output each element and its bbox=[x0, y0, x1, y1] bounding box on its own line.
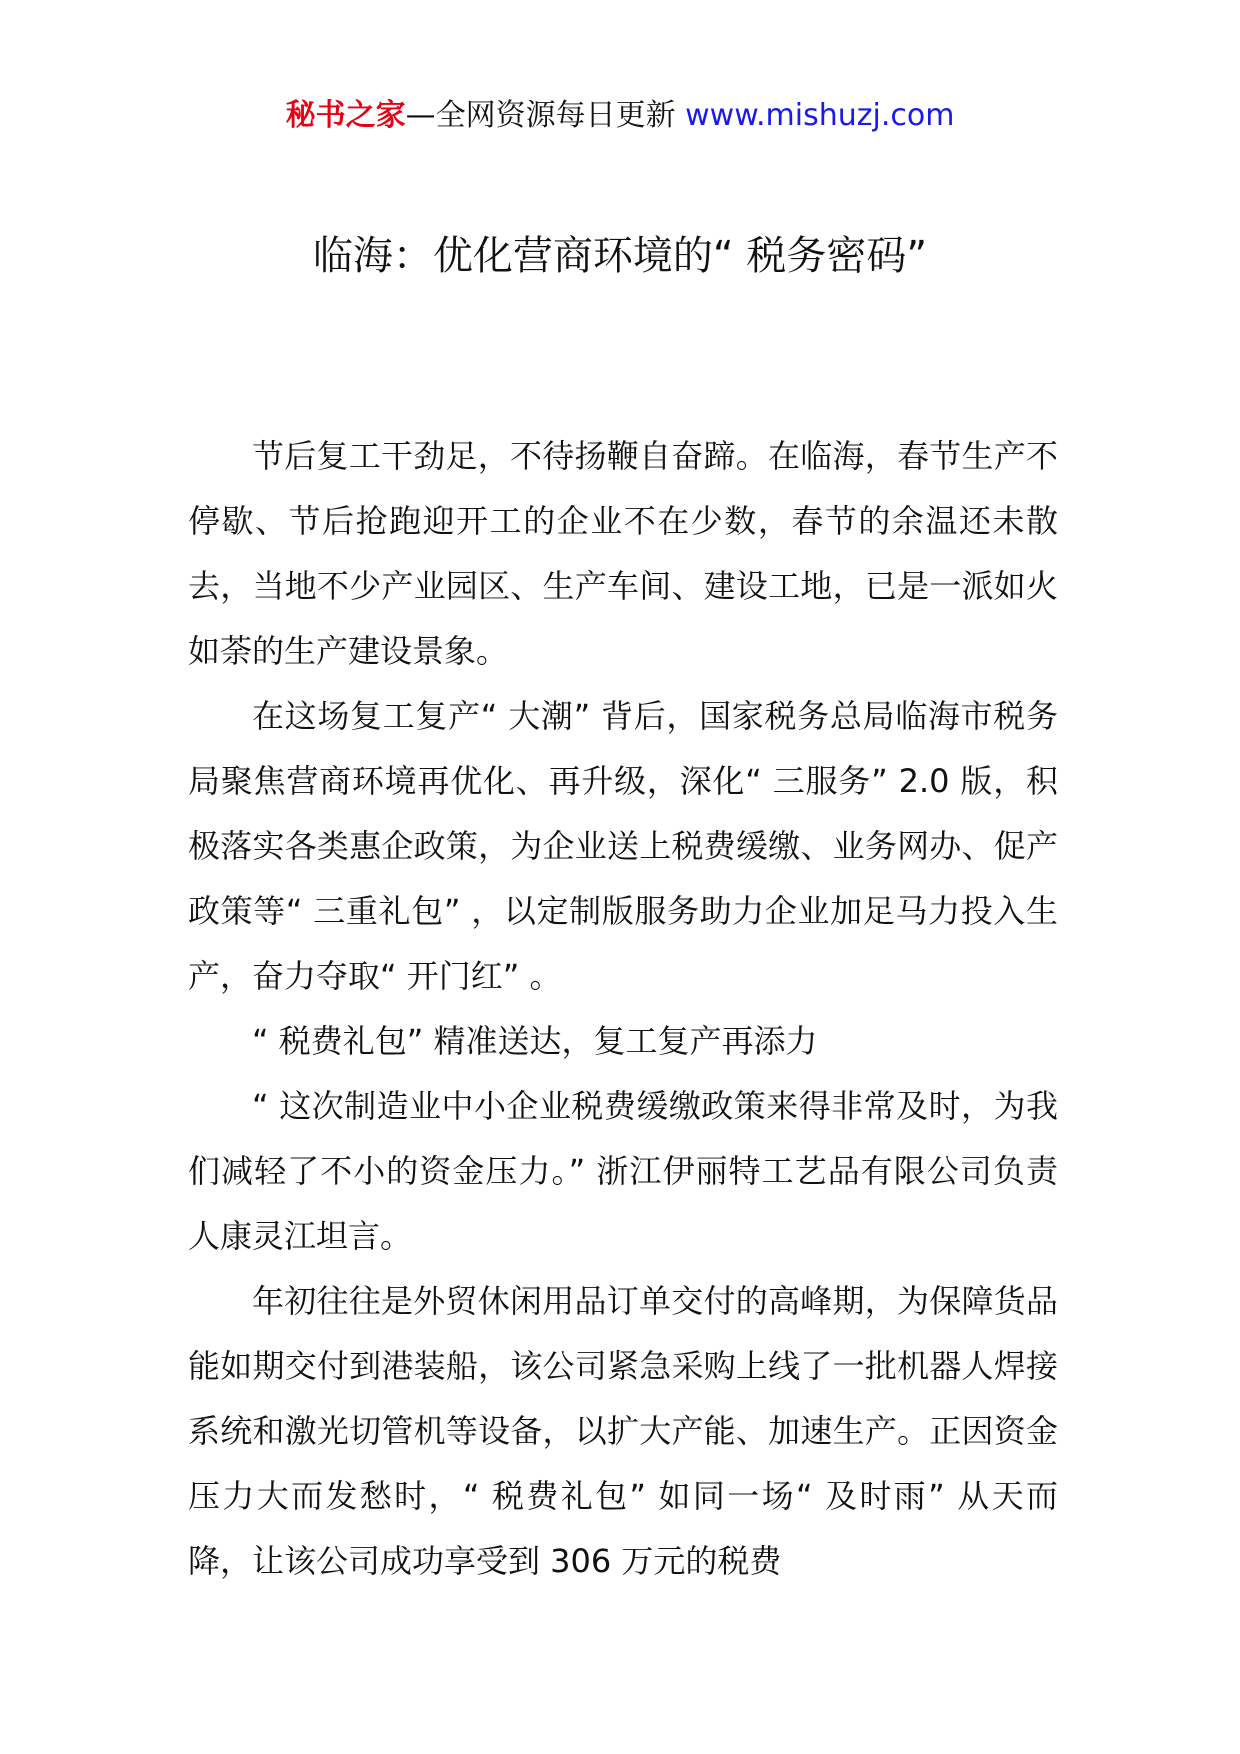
article-body bbox=[188, 424, 1058, 1594]
site-header bbox=[0, 98, 1240, 134]
header-slogan: —全网资源每日更新 bbox=[405, 98, 676, 133]
paragraph-3: “ 这次制造业中小企业税费缓缴政策来得非常及时，为我们减轻了不小的资金压力。” 浙江伊丽特工艺品有限公司负责人康灵江坦言。 bbox=[188, 1087, 1058, 1255]
website-link[interactable]: www.mishuzj.com bbox=[685, 98, 955, 133]
article-title: 临海：优化营商环境的“ 税务密码” bbox=[312, 233, 928, 279]
paragraph-2: 在这场复工复产“ 大潮” 背后，国家税务总局临海市税务局聚焦营商环境再优化、再升级，深化“ 三服务” 2.0 版，积极落实各类惠企政策，为企业送上税费缓缴、业务网办、促产政策等“ 三重礼包” ，以定制版服务助力企业加足马力投入生产，奋力夺取“ 开门红” 。 bbox=[188, 697, 1058, 995]
brand-name: 秘书之家 bbox=[285, 98, 406, 133]
paragraph-1: 节后复工干劲足，不待扬鞭自奋蹄。在临海，春节生产不停歇、节后抢跑迎开工的企业不在少数，春节的余温还未散去，当地不少产业园区、生产车间、建设工地，已是一派如火如荼的生产建设景象。 bbox=[188, 437, 1058, 670]
section-subheading: “ 税费礼包” 精准送达，复工复产再添力 bbox=[252, 1022, 818, 1060]
paragraph-4: 年初往往是外贸休闲用品订单交付的高峰期，为保障货品能如期交付到港装船，该公司紧急采购上线了一批机器人焊接系统和激光切管机等设备，以扩大产能、加速生产。正因资金压力大而发愁时，“ 税费礼包” 如同一场“ 及时雨” 从天而降，让该公司成功享受到 306 万元的税费 bbox=[188, 1282, 1058, 1580]
